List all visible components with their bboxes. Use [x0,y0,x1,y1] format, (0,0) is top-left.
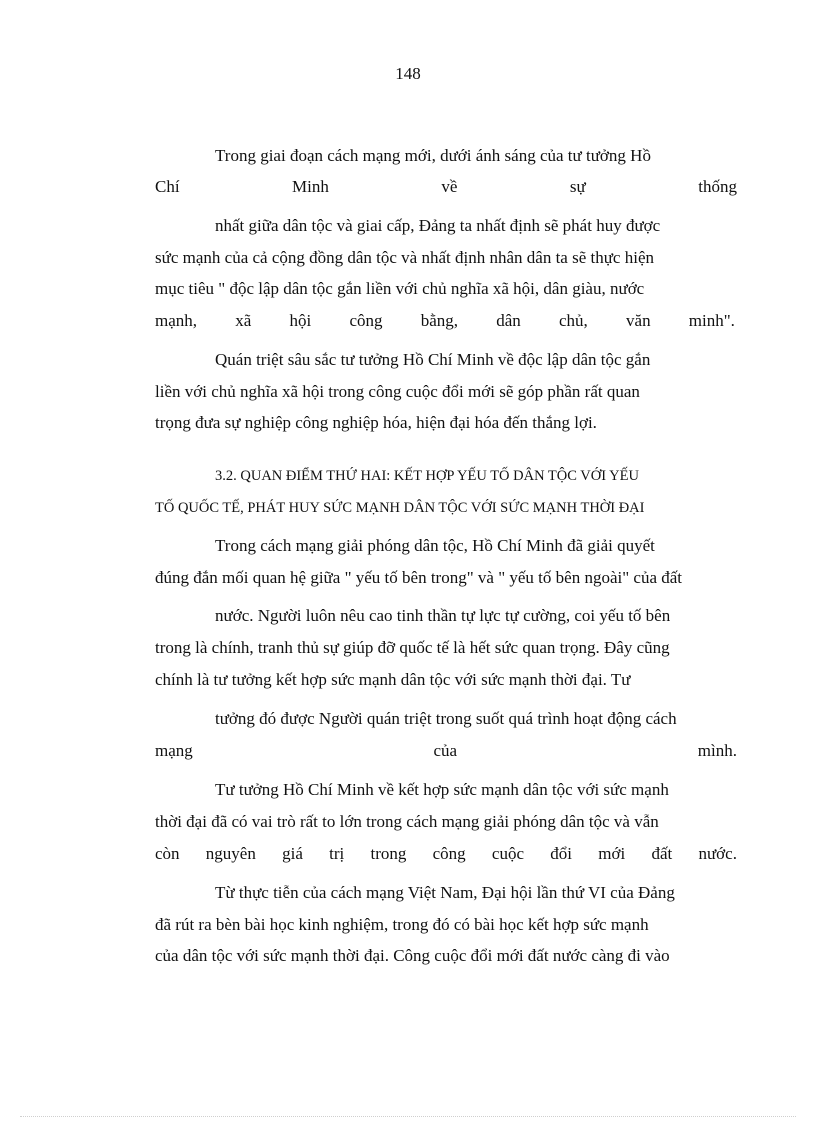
page-number: 148 [395,64,421,83]
word: dân [496,311,521,330]
word: Chí [155,177,180,196]
word: mới [598,844,626,863]
word: minh". [688,311,735,330]
word: mạng [155,741,193,760]
word: nguyên [205,844,256,863]
word: về [441,177,458,196]
word: mình. [697,741,737,760]
section-heading-line-2: TỐ QUỐC TẾ, PHÁT HUY SỨC MẠNH DÂN TỘC VỚI SỨC MẠNH THỜI ĐẠI [155,500,645,516]
p2-line-1: Quán triệt sâu sắc tư tưởng Hồ Chí Minh về độc lập dân tộc gắn [215,350,651,369]
word: bằng, [420,311,459,330]
p1-line-3: nhất giữa dân tộc và giai cấp, Đảng ta nhất định sẽ phát huy được [215,216,661,235]
p3-line-2: đúng đắn mối quan hệ giữa " yếu tố bên trong" và " yếu tố bên ngoài" của đất [155,568,683,587]
p2-line-3: trọng đưa sự nghiệp công nghiệp hóa, hiện đại hóa đến thắng lợi. [155,413,597,432]
word: sự [569,177,586,196]
word: thống [698,177,737,196]
word: mạnh, [155,311,198,330]
p4-line-3 [155,844,737,864]
word: nước. [698,844,737,863]
p3-line-5: chính là tư tưởng kết hợp sức mạnh dân tộc với sức mạnh thời đại. Tư [155,670,631,689]
word: công [432,844,466,863]
word: chủ, [559,311,588,330]
p1-line-1: Trong giai đoạn cách mạng mới, dưới ánh sáng của tư tưởng Hồ [215,146,651,165]
p3-line-1: Trong cách mạng giải phóng dân tộc, Hồ Chí Minh đã giải quyết [215,536,655,555]
p1-line-4: sức mạnh của cả cộng đồng dân tộc và nhất định nhân dân ta sẽ thực hiện [155,248,654,267]
word: còn [155,844,180,863]
p1-line-2 [155,177,737,197]
p5-line-1: Từ thực tiễn của cách mạng Việt Nam, Đại hội lần thứ VI của Đảng [215,883,675,902]
p3-line-3: nước. Người luôn nêu cao tinh thần tự lực tự cường, coi yếu tố bên [215,606,671,625]
word: công [349,311,383,330]
footer-divider [20,1116,796,1117]
word: xã [235,311,252,330]
section-heading-line-1: 3.2. QUAN ĐIỂM THỨ HAI: KẾT HỢP YẾU TỐ DÂN TỘC VỚI YẾU [215,468,639,484]
p3-line-7 [155,741,737,761]
word: đổi [550,844,572,863]
word: Minh [292,177,329,196]
p4-line-2: thời đại đã có vai trò rất to lớn trong cách mạng giải phóng dân tộc và vẫn [155,812,659,831]
p3-line-4: trong là chính, tranh thủ sự giúp đỡ quốc tế là hết sức quan trọng. Đây cũng [155,638,670,657]
word: văn [626,311,651,330]
p4-line-1: Tư tưởng Hồ Chí Minh về kết hợp sức mạnh dân tộc với sức mạnh [215,780,669,799]
word: giá [282,844,303,863]
p1-line-5: mục tiêu " độc lập dân tộc gắn liền với chủ nghĩa xã hội, dân giàu, nước [155,279,645,298]
word: cuộc [491,844,525,863]
p5-line-2: đã rút ra bèn bài học kinh nghiệm, trong đó có bài học kết hợp sức mạnh [155,915,649,934]
p5-line-3: của dân tộc với sức mạnh thời đại. Công cuộc đổi mới đất nước càng đi vào [155,946,670,965]
word: hội [289,311,312,330]
word: trong [370,844,407,863]
p2-line-2: liền với chủ nghĩa xã hội trong công cuộc đổi mới sẽ góp phần rất quan [155,382,640,401]
word: của [433,741,458,760]
p3-line-6: tưởng đó được Người quán triệt trong suốt quá trình hoạt động cách [215,709,677,728]
word: đất [651,844,673,863]
p1-line-6 [155,311,735,331]
word: trị [329,844,345,863]
